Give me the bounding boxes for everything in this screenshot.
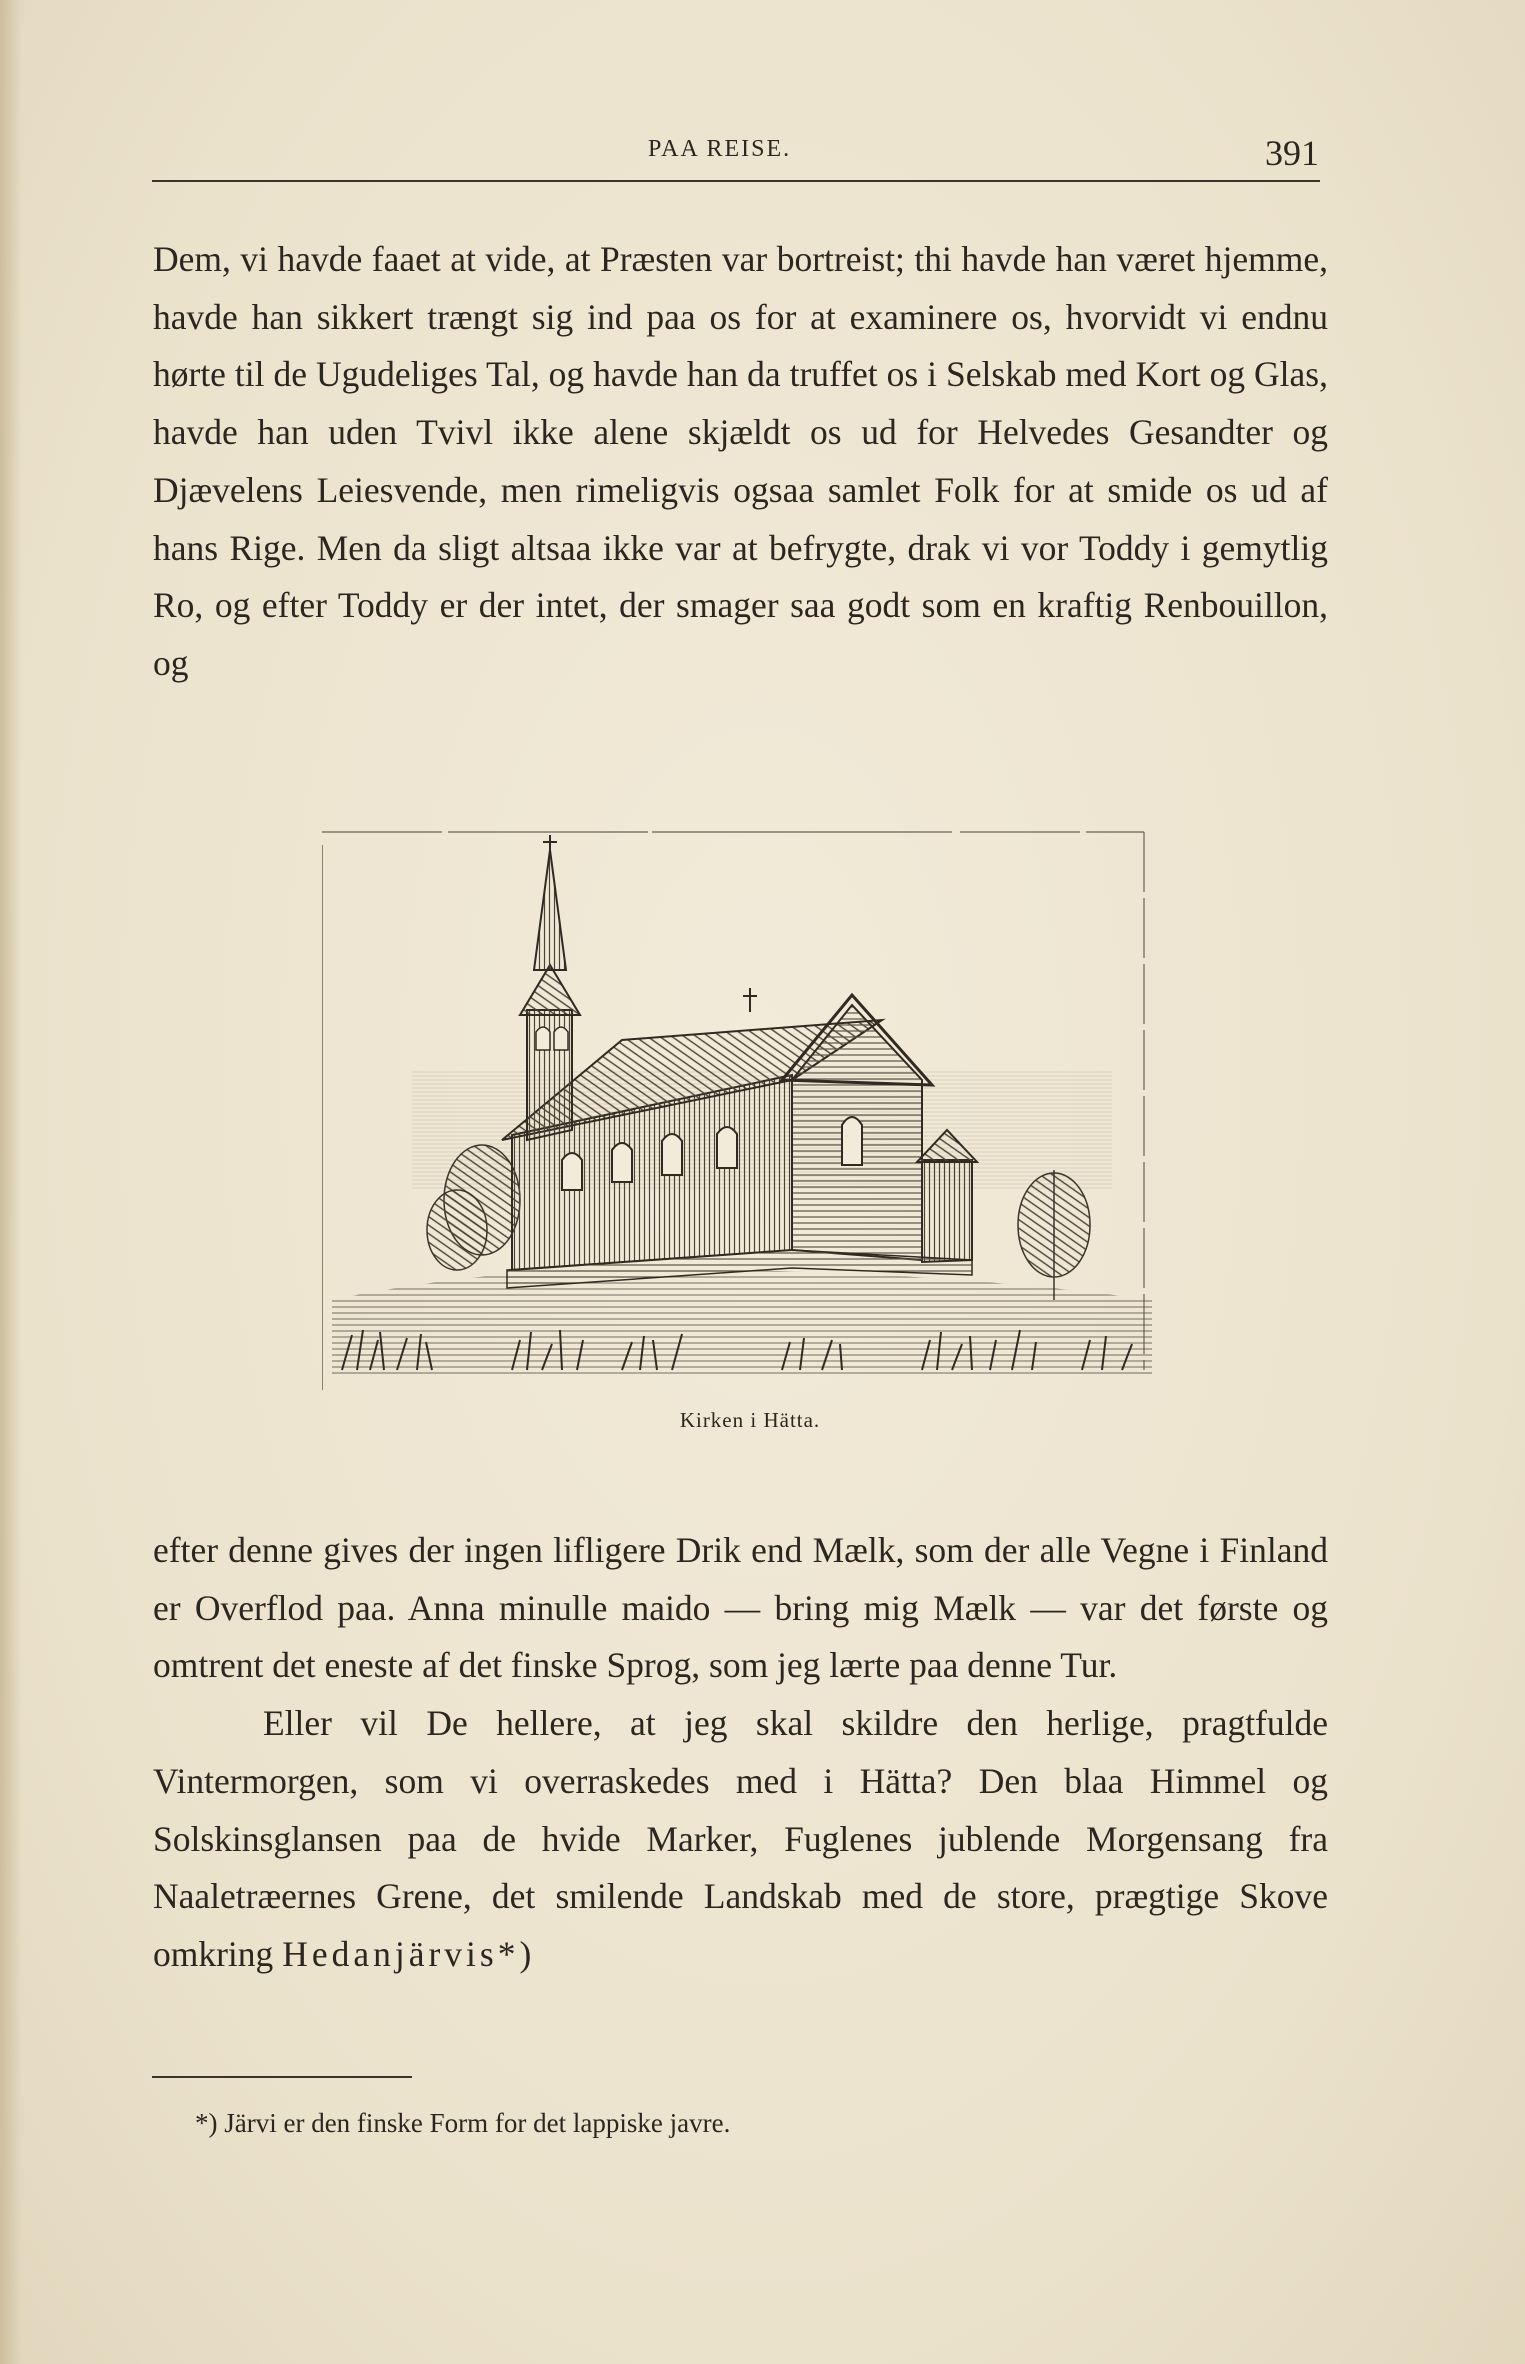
footnote: *) Järvi er den finske Form for det lappiske javre. [195, 2108, 731, 2138]
running-head [0, 132, 1525, 172]
gutter-shadow [0, 0, 22, 2364]
running-title: PAA REISE. [648, 136, 792, 162]
header-rule [152, 180, 1320, 182]
paragraph-next-text: Eller vil De hellere, at jeg skal skildre den herlige, pragtfulde Vintermorgen, som vi overraskedes med i Hätta? Den blaa Himmel og Solskinsglansen paa de hvide Marker, Fuglenes jublende Morgensang fra Naaletræernes Grene, det smilende Landskab med de store, prægtige Skove omkring [153, 1703, 1328, 1974]
figure [322, 830, 1172, 1432]
figure-caption: Kirken i Hätta. [679, 1408, 821, 1432]
spaced-placename: Hedanjärvis*) [282, 1933, 536, 1974]
page-number: 391 [1265, 133, 1319, 173]
footnote-rule [152, 2076, 412, 2078]
church-illustration [322, 830, 1172, 1390]
text-block-bottom [153, 1522, 1328, 1984]
text-block-top [153, 231, 1328, 693]
paragraph-top: Dem, vi havde faaet at vide, at Præsten var bortreist; thi havde han været hjemme, havde han sikkert trængt sig ind paa os for at examinere os, hvorvidt vi endnu hørte til de Ugudeliges Tal, og havde han da truffet os i Selskab med Kort og Glas, havde han uden Tvivl ikke alene skjældt os ud for Helvedes Gesandter og Djævelens Leiesvende, men rimeligvis ogsaa samlet Folk for at smide os ud af hans Rige. Men da sligt altsaa ikke var at befrygte, drak vi vor Toddy i gemytlig Ro, og efter Toddy er der intet, der smager saa godt som en kraftig Renbouillon, og [153, 239, 1328, 683]
paragraph-next [153, 1695, 1328, 1984]
paragraph-continuation: efter denne gives der ingen lifligere Drik end Mælk, som der alle Vegne i Finland er Overflod paa. Anna minulle maido — bring mig Mælk — var det første og omtrent det eneste af det finske Sprog, som jeg lærte paa denne Tur. [153, 1530, 1328, 1686]
